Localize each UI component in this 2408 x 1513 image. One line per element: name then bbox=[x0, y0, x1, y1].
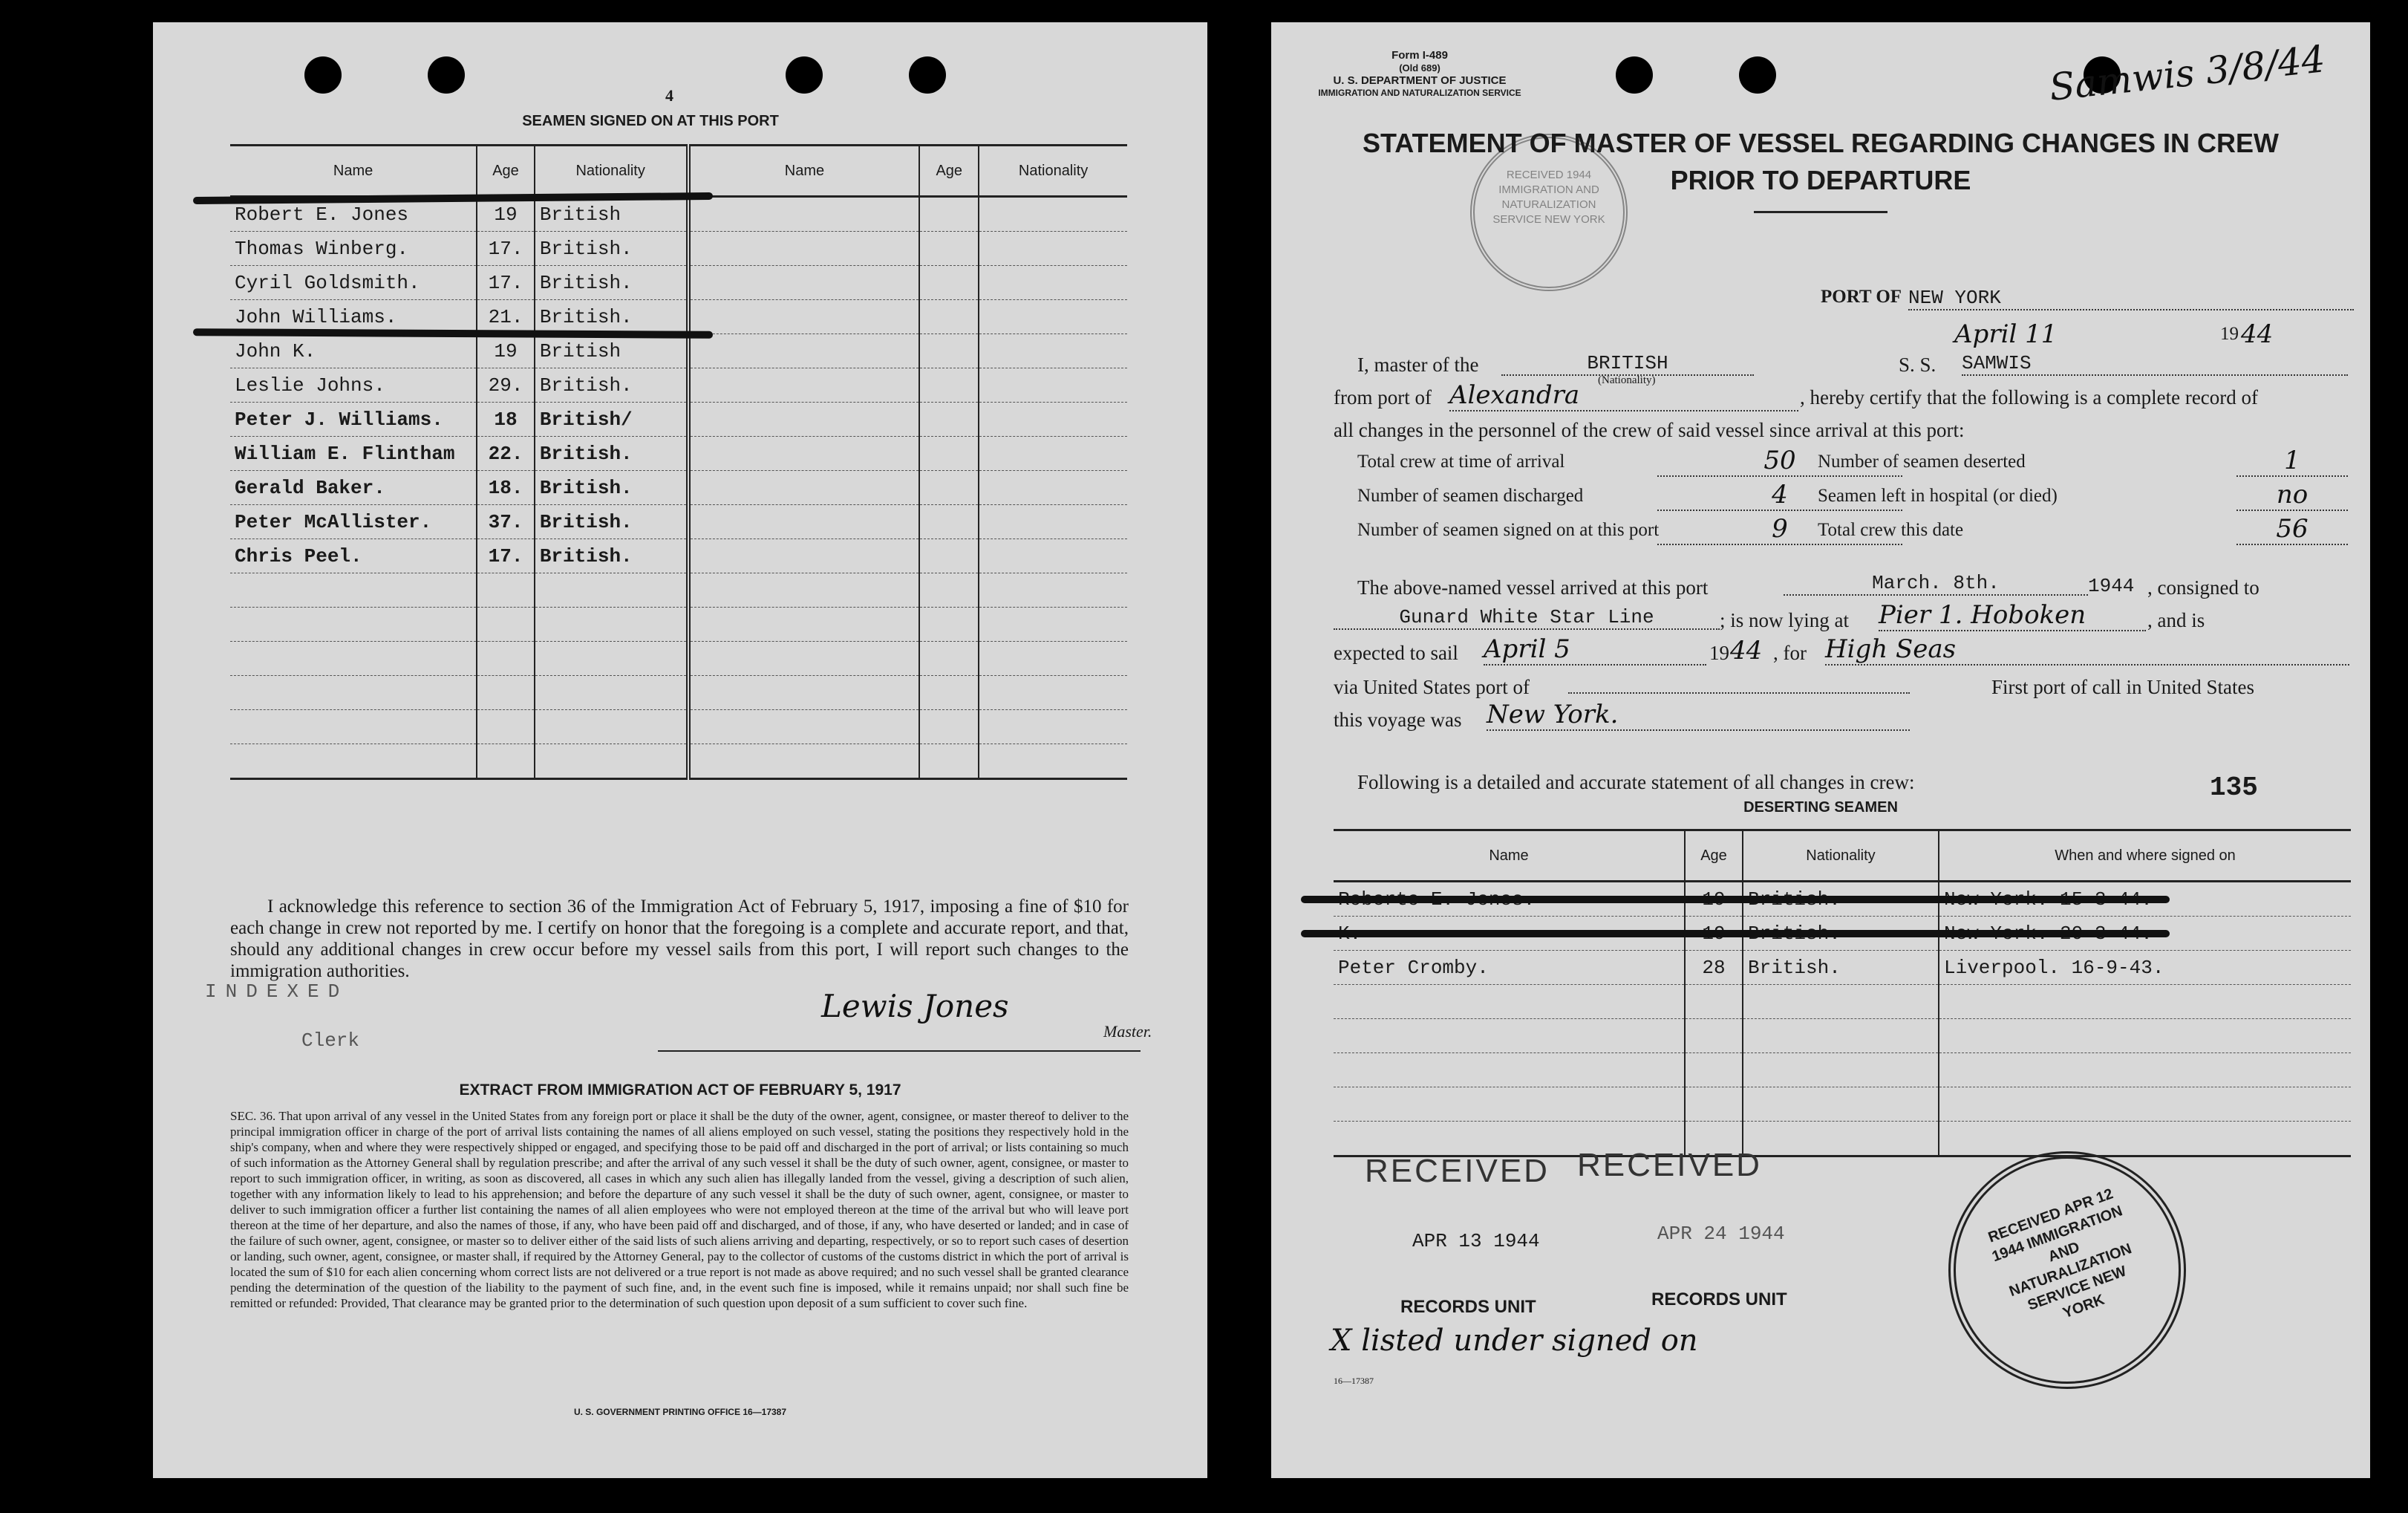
nationality-cell: British. bbox=[535, 266, 688, 300]
table-row bbox=[1334, 1019, 2351, 1053]
handwritten-vessel-note: Samwis 3/8/44 bbox=[2047, 37, 2327, 109]
punch-hole bbox=[304, 56, 342, 94]
age-cell bbox=[919, 471, 979, 505]
nationality-cell bbox=[979, 573, 1127, 608]
name-cell bbox=[688, 334, 920, 368]
deserting-table bbox=[1334, 829, 2351, 1157]
name-cell: Chris Peel. bbox=[230, 539, 477, 573]
name-cell bbox=[688, 642, 920, 676]
age-cell: 17. bbox=[477, 266, 535, 300]
table-header bbox=[1334, 830, 2351, 882]
nationality-cell: British bbox=[535, 197, 688, 232]
signed-cell bbox=[1939, 1087, 2351, 1122]
sail-year-suffix: 44 bbox=[1730, 636, 1763, 666]
date-value: April 11 bbox=[1954, 319, 2058, 349]
age-cell bbox=[919, 608, 979, 642]
age-cell bbox=[919, 232, 979, 266]
age-cell bbox=[919, 744, 979, 779]
name-cell bbox=[230, 642, 477, 676]
col-age: Age bbox=[1685, 830, 1743, 882]
first-port-label: First port of call in United States bbox=[1991, 676, 2254, 698]
nationality-cell bbox=[979, 505, 1127, 539]
stat-label: Number of seamen deserted bbox=[1818, 452, 2026, 472]
col-name: Name bbox=[1334, 830, 1685, 882]
form-title: STATEMENT OF MASTER OF VESSEL REGARDING CHANGES IN CREW bbox=[1362, 128, 2280, 158]
name-cell bbox=[230, 573, 477, 608]
stat-value: 56 bbox=[2236, 514, 2348, 545]
name-cell bbox=[1334, 1053, 1685, 1087]
received-round-stamp: RECEIVED APR 12 1944 IMMIGRATION AND NATURALIZATION SERVICE NEW YORK bbox=[1948, 1151, 2186, 1389]
name-cell bbox=[230, 608, 477, 642]
certify-text-2: all changes in the personnel of the crew of said vessel since arrival at this port: bbox=[1334, 419, 1965, 441]
name-cell bbox=[688, 676, 920, 710]
stat-label: Number of seamen signed on at this port bbox=[1357, 520, 1660, 540]
master-signature: Lewis Jones bbox=[821, 988, 1009, 1024]
nationality-cell: British. bbox=[535, 471, 688, 505]
name-cell bbox=[688, 232, 920, 266]
nationality-cell: British bbox=[535, 334, 688, 368]
left-page bbox=[153, 22, 1207, 1478]
nationality-cell: British. bbox=[535, 505, 688, 539]
name-cell: Gerald Baker. bbox=[230, 471, 477, 505]
punch-hole bbox=[786, 56, 823, 94]
year-prefix: 19 bbox=[2220, 324, 2239, 344]
table-row bbox=[230, 232, 1127, 266]
nationality-cell bbox=[1743, 1087, 1939, 1122]
punch-hole bbox=[1739, 56, 1776, 94]
stat-value: 4 bbox=[1657, 480, 1902, 511]
form-old: (Old 689) bbox=[1399, 62, 1440, 74]
table-row bbox=[230, 403, 1127, 437]
printing-office: U. S. GOVERNMENT PRINTING OFFICE 16—17387 bbox=[573, 1407, 787, 1417]
nationality-cell bbox=[535, 710, 688, 744]
age-cell bbox=[919, 710, 979, 744]
signature-line bbox=[658, 1050, 1141, 1052]
stat-value: 50 bbox=[1657, 446, 1902, 477]
age-cell bbox=[1685, 1053, 1743, 1087]
table-row bbox=[230, 710, 1127, 744]
age-cell bbox=[1685, 985, 1743, 1019]
nationality-cell bbox=[1743, 985, 1939, 1019]
age-cell bbox=[919, 573, 979, 608]
name-cell bbox=[688, 744, 920, 779]
nationality-cell: British. bbox=[1743, 951, 1939, 985]
age-cell: 37. bbox=[477, 505, 535, 539]
name-cell: Cyril Goldsmith. bbox=[230, 266, 477, 300]
consignee-value: Gunard White Star Line bbox=[1334, 606, 1720, 630]
nationality-cell bbox=[979, 368, 1127, 403]
nationality-cell bbox=[535, 642, 688, 676]
age-cell bbox=[1685, 1019, 1743, 1053]
col-name-2: Name bbox=[688, 146, 920, 197]
table-row bbox=[1334, 985, 2351, 1019]
voyage-port: New York. bbox=[1487, 700, 1910, 731]
table-row bbox=[230, 539, 1127, 573]
name-cell: Peter McAllister. bbox=[230, 505, 477, 539]
form-code: 16—17387 bbox=[1334, 1376, 1374, 1386]
seamen-table bbox=[230, 144, 1127, 780]
service: IMMIGRATION AND NATURALIZATION SERVICE bbox=[1318, 88, 1521, 98]
seamen-signed-title: SEAMEN SIGNED ON AT THIS PORT bbox=[522, 113, 779, 129]
age-cell: 18. bbox=[477, 471, 535, 505]
and-is-label: , and is bbox=[2147, 609, 2205, 631]
age-cell bbox=[477, 608, 535, 642]
bottom-handwritten-note: X listed under signed on bbox=[1331, 1324, 1698, 1358]
sail-year-prefix: 19 bbox=[1709, 642, 1729, 664]
age-cell: 19 bbox=[477, 334, 535, 368]
col-nationality: Nationality bbox=[535, 146, 688, 197]
name-cell bbox=[688, 471, 920, 505]
strike-through-line bbox=[1301, 896, 2170, 903]
col-name: Name bbox=[230, 146, 477, 197]
age-cell bbox=[477, 710, 535, 744]
table-row bbox=[230, 676, 1127, 710]
page-number: 4 bbox=[665, 86, 673, 105]
stat-value: no bbox=[2236, 480, 2348, 511]
name-cell bbox=[688, 573, 920, 608]
nationality-cell bbox=[1743, 1122, 1939, 1156]
name-cell bbox=[688, 368, 920, 403]
lying-label: ; is now lying at bbox=[1720, 609, 1849, 631]
nationality-cell bbox=[535, 573, 688, 608]
clerk-label: Clerk bbox=[301, 1029, 360, 1052]
nationality-cell: British. bbox=[535, 368, 688, 403]
table-row bbox=[230, 437, 1127, 471]
certify-text: , hereby certify that the following is a complete record of bbox=[1800, 386, 2259, 409]
col-nationality: Nationality bbox=[1743, 830, 1939, 882]
signed-cell: Liverpool. 16-9-43. bbox=[1939, 951, 2351, 985]
extract-text: SEC. 36. That upon arrival of any vessel in the United States from any foreign port or place it shall be the duty of the owner, agent, consignee, or master thereof to deliver to the principal immigration officer in charge of the port of arrival lists containing the names of all aliens employed on such vessel, stating the positions they respectively hold in the ship's company, when and where they were respectively shipped or engaged, and specifying those to be paid off and discharged in the port of arrival; or lists containing so much of such information as the Attorney General shall by regulation prescribe; and after the arrival of any such vessel it shall be the duty of such owner, agent, consignee, or master to report to such immigration officer, in writing, as soon as discovered, all cases in which any such alien has illegally landed from the vessel, giving a description of such alien, together with any information likely to lead to his apprehension; and before the departure of any such vessel it shall be the duty of such owner, agent, consignee, or master to deliver to such immigration officer a further list containing the names of all alien employees who were not employed thereon at the time of the arrival but who will leave port thereon at the time of her departure, and also the names of those, if any, who have been paid off and discharged, and of those, if any, who have deserted or landed; and in case of the failure of such owner, agent, consignee, or master so to deliver either of the said lists of such aliens arriving and departing, respectively, or so to report such cases of desertion or landing, such owner, agent, consignee, or master shall, if required by the Attorney General, pay to the collector of customs of the customs district in which the port of arrival is located the sum of $10 for each alien concerning whom correct lists are not delivered or a true report is not made as above required; and no such vessel shall be granted clearance pending the determination of the question of the liability to the payment of such fine, and, in the event such fine is imposed, while it remains unpaid; nor shall such fine be remitted or refunded: Provided, That clearance may be granted prior to the determination of such question upon deposit of a sum sufficient to cover such fine. bbox=[230, 1109, 1129, 1310]
table-row bbox=[1334, 951, 2351, 985]
name-cell: Thomas Winberg. bbox=[230, 232, 477, 266]
age-cell bbox=[919, 334, 979, 368]
age-cell: 17. bbox=[477, 539, 535, 573]
nationality-cell bbox=[979, 266, 1127, 300]
department: U. S. DEPARTMENT OF JUSTICE bbox=[1333, 74, 1507, 87]
age-cell: 22. bbox=[477, 437, 535, 471]
nationality-cell bbox=[979, 300, 1127, 334]
age-cell bbox=[477, 676, 535, 710]
table-row bbox=[230, 573, 1127, 608]
name-cell bbox=[688, 403, 920, 437]
stat-label: Total crew this date bbox=[1818, 520, 1964, 540]
stat-value: 1 bbox=[2236, 446, 2348, 477]
nationality-cell bbox=[979, 471, 1127, 505]
age-cell: 28 bbox=[1685, 951, 1743, 985]
nationality-cell: British. bbox=[535, 300, 688, 334]
table-row bbox=[230, 266, 1127, 300]
col-age-2: Age bbox=[919, 146, 979, 197]
nationality-cell: British. bbox=[535, 232, 688, 266]
nationality-cell bbox=[979, 232, 1127, 266]
nationality-cell bbox=[979, 710, 1127, 744]
age-cell bbox=[919, 266, 979, 300]
age-cell bbox=[919, 505, 979, 539]
name-cell bbox=[230, 710, 477, 744]
nationality-cell bbox=[1743, 1019, 1939, 1053]
name-cell bbox=[1334, 1019, 1685, 1053]
nationality-cell bbox=[979, 197, 1127, 232]
name-cell bbox=[688, 437, 920, 471]
name-cell: Peter J. Williams. bbox=[230, 403, 477, 437]
name-cell bbox=[230, 744, 477, 779]
signed-cell bbox=[1939, 985, 2351, 1019]
page-count: 135 bbox=[2210, 772, 2258, 803]
name-cell bbox=[688, 197, 920, 232]
stat-value: 9 bbox=[1657, 514, 1902, 545]
consigned-label: , consigned to bbox=[2147, 576, 2259, 599]
received-date-2: APR 24 1944 bbox=[1657, 1223, 1785, 1245]
age-cell bbox=[477, 744, 535, 779]
port-of-value: NEW YORK bbox=[1908, 287, 2354, 310]
nationality-value: BRITISH bbox=[1501, 352, 1754, 376]
nationality-cell bbox=[1743, 1053, 1939, 1087]
col-nationality-2: Nationality bbox=[979, 146, 1127, 197]
arrived-date: March. 8th. bbox=[1784, 572, 2088, 596]
age-cell bbox=[919, 368, 979, 403]
age-cell bbox=[919, 403, 979, 437]
punch-hole bbox=[1616, 56, 1653, 94]
age-cell: 19 bbox=[477, 197, 535, 232]
form-number: Form I-489 bbox=[1391, 49, 1448, 62]
col-age: Age bbox=[477, 146, 535, 197]
nationality-cell bbox=[979, 676, 1127, 710]
punch-hole bbox=[909, 56, 946, 94]
table-header bbox=[230, 146, 1127, 197]
table-row bbox=[230, 608, 1127, 642]
name-cell: John K. bbox=[230, 334, 477, 368]
name-cell bbox=[688, 300, 920, 334]
year-suffix: 44 bbox=[2241, 319, 2274, 349]
title-rule bbox=[1754, 211, 1887, 213]
records-unit-1: RECORDS UNIT bbox=[1400, 1297, 1536, 1317]
nationality-cell bbox=[535, 608, 688, 642]
master-label: Master. bbox=[1103, 1022, 1152, 1041]
name-cell bbox=[230, 676, 477, 710]
deserting-title: DESERTING SEAMEN bbox=[1743, 799, 1898, 816]
vessel-name: SAMWIS bbox=[1962, 352, 2348, 376]
via-label: via United States port of bbox=[1334, 676, 1530, 698]
ss-label: S. S. bbox=[1899, 354, 1936, 376]
arrived-year: 1944 bbox=[2088, 575, 2135, 597]
signed-cell bbox=[1939, 1019, 2351, 1053]
name-cell: Peter Cromby. bbox=[1334, 951, 1685, 985]
table-row bbox=[1334, 1122, 2351, 1156]
table-row bbox=[230, 642, 1127, 676]
master-of-label: I, master of the bbox=[1357, 354, 1479, 376]
age-cell: 17. bbox=[477, 232, 535, 266]
nationality-cell: British/ bbox=[535, 403, 688, 437]
via-field bbox=[1568, 691, 1910, 694]
age-cell bbox=[919, 539, 979, 573]
age-cell bbox=[919, 676, 979, 710]
sail-date: April 5 bbox=[1484, 634, 1706, 666]
nationality-cell bbox=[979, 539, 1127, 573]
received-stamp-2: RECEIVED bbox=[1577, 1147, 1762, 1183]
name-cell: Leslie Johns. bbox=[230, 368, 477, 403]
nationality-cell bbox=[979, 403, 1127, 437]
nationality-caption: (Nationality) bbox=[1598, 374, 1656, 386]
age-cell bbox=[477, 573, 535, 608]
table-row bbox=[230, 744, 1127, 779]
name-cell bbox=[688, 710, 920, 744]
table-row bbox=[230, 334, 1127, 368]
age-cell bbox=[919, 197, 979, 232]
age-cell: 29. bbox=[477, 368, 535, 403]
nationality-cell: British. bbox=[535, 437, 688, 471]
age-cell bbox=[477, 642, 535, 676]
nationality-cell bbox=[535, 676, 688, 710]
age-cell bbox=[919, 300, 979, 334]
name-cell bbox=[688, 266, 920, 300]
indexed-stamp: INDEXED bbox=[205, 980, 349, 1003]
received-seal-stamp: RECEIVED 1944 IMMIGRATION AND NATURALIZATION SERVICE NEW YORK bbox=[1470, 134, 1628, 291]
lying-at-value: Pier 1. Hoboken bbox=[1879, 600, 2146, 631]
name-cell bbox=[688, 505, 920, 539]
records-unit-2: RECORDS UNIT bbox=[1651, 1289, 1787, 1309]
age-cell bbox=[919, 437, 979, 471]
punch-hole bbox=[428, 56, 465, 94]
arrived-label: The above-named vessel arrived at this port bbox=[1357, 576, 1709, 599]
stat-label: Number of seamen discharged bbox=[1357, 486, 1584, 506]
table-row bbox=[1334, 1053, 2351, 1087]
table-row bbox=[1334, 1087, 2351, 1122]
received-stamp-1: RECEIVED bbox=[1365, 1153, 1550, 1189]
table-row bbox=[230, 471, 1127, 505]
nationality-cell bbox=[979, 334, 1127, 368]
name-cell bbox=[688, 539, 920, 573]
name-cell: John Williams. bbox=[230, 300, 477, 334]
nationality-cell bbox=[979, 608, 1127, 642]
age-cell bbox=[919, 642, 979, 676]
voyage-label: this voyage was bbox=[1334, 709, 1462, 731]
signed-cell bbox=[1939, 1122, 2351, 1156]
table-row bbox=[230, 505, 1127, 539]
age-cell: 21. bbox=[477, 300, 535, 334]
received-date-1: APR 13 1944 bbox=[1412, 1230, 1540, 1252]
for-label: , for bbox=[1773, 642, 1807, 664]
following-label: Following is a detailed and accurate statement of all changes in crew: bbox=[1357, 771, 1915, 793]
port-of-label: PORT OF bbox=[1821, 287, 1902, 307]
nationality-cell bbox=[979, 744, 1127, 779]
form-subtitle: PRIOR TO DEPARTURE bbox=[1670, 165, 1971, 195]
stat-label: Total crew at time of arrival bbox=[1357, 452, 1565, 472]
age-cell bbox=[1685, 1087, 1743, 1122]
nationality-cell: British. bbox=[535, 539, 688, 573]
table-row bbox=[230, 368, 1127, 403]
col-signed-on: When and where signed on bbox=[1939, 830, 2351, 882]
age-cell: 18 bbox=[477, 403, 535, 437]
extract-title: EXTRACT FROM IMMIGRATION ACT OF FEBRUARY 5, 1917 bbox=[459, 1081, 901, 1099]
nationality-cell bbox=[979, 642, 1127, 676]
name-cell bbox=[1334, 985, 1685, 1019]
signed-cell bbox=[1939, 1053, 2351, 1087]
stat-label: Seamen left in hospital (or died) bbox=[1818, 486, 2058, 506]
from-port-value: Alexandra bbox=[1449, 380, 1798, 411]
expected-label: expected to sail bbox=[1334, 642, 1458, 664]
from-port-label: from port of bbox=[1334, 386, 1432, 409]
name-cell: William E. Flintham bbox=[230, 437, 477, 471]
name-cell: Robert E. Jones bbox=[230, 197, 477, 232]
strike-through-line bbox=[1301, 930, 2170, 937]
name-cell bbox=[688, 608, 920, 642]
nationality-cell bbox=[535, 744, 688, 779]
nationality-cell bbox=[979, 437, 1127, 471]
destination-value: High Seas bbox=[1825, 634, 2349, 666]
name-cell bbox=[1334, 1087, 1685, 1122]
right-page bbox=[1271, 22, 2370, 1478]
acknowledgement-text: I acknowledge this reference to section 36 of the Immigration Act of February 5, 1917, imposing a fine of $10 for each change in crew not reported by me. I certify on honor that the foregoing is a complete and accurate report, and that, should any additional changes in crew occur before my vessel sails from this port, I will report such changes to the immigration authorities. bbox=[230, 897, 1129, 981]
